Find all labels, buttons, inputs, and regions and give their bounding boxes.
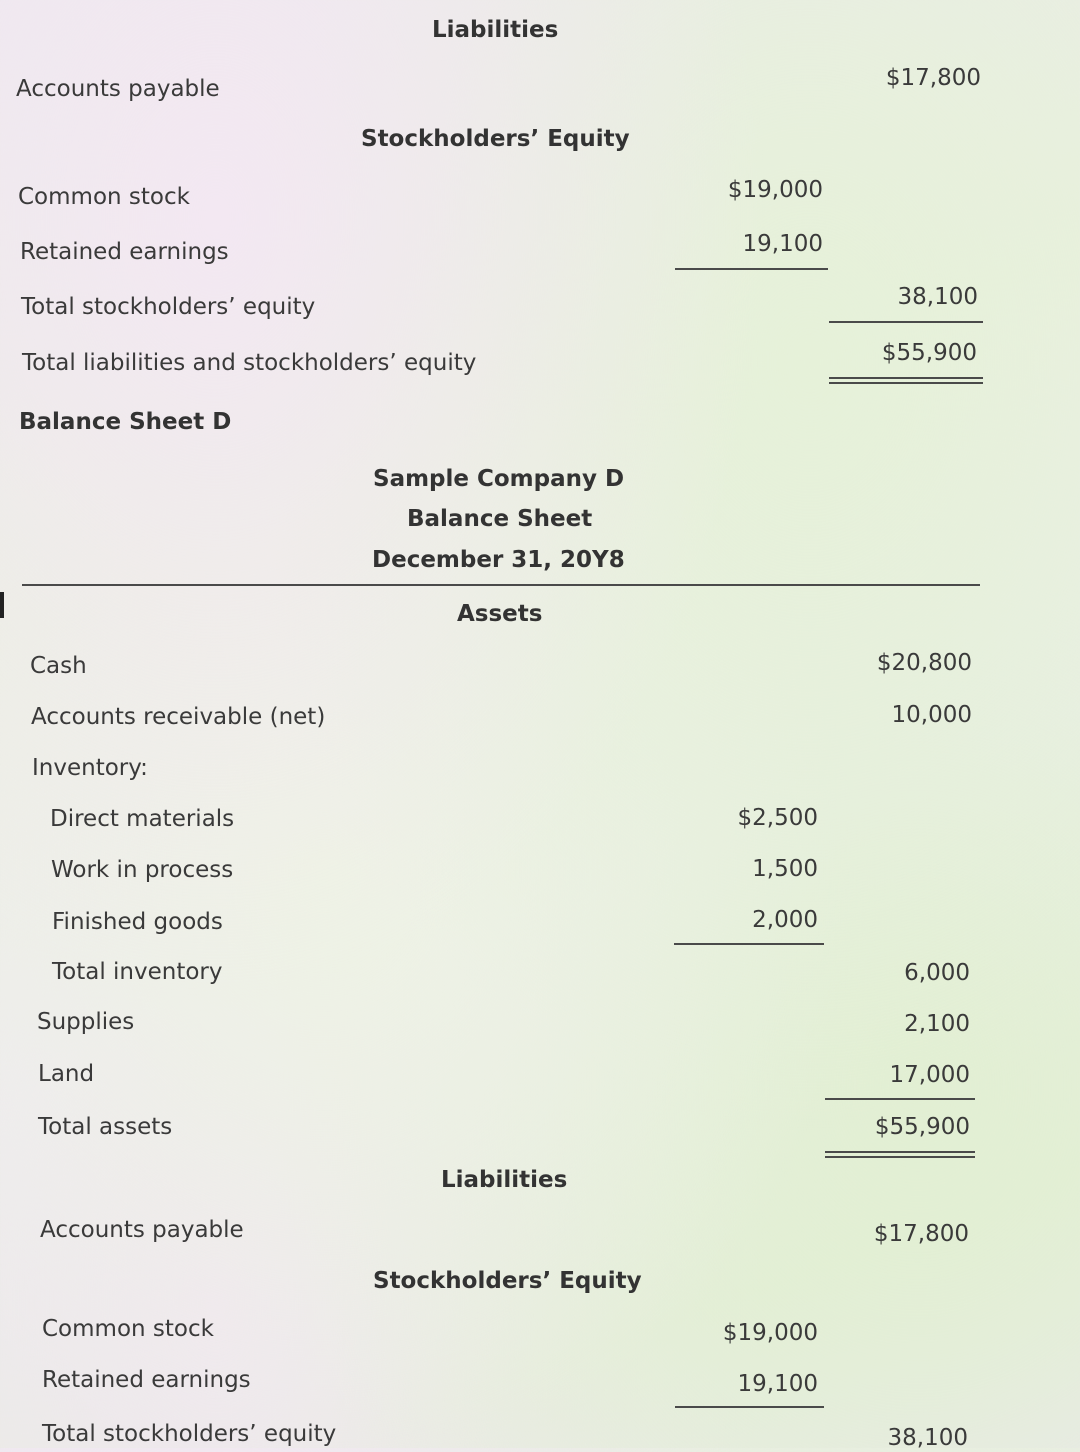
- finished-goods-value: 2,000: [752, 907, 818, 933]
- direct-materials-label: Direct materials: [50, 806, 235, 832]
- total-equity-value-partial: 38,100: [887, 1425, 968, 1451]
- accounts-receivable-label: Accounts receivable (net): [31, 704, 326, 730]
- work-in-process-label: Work in process: [51, 857, 234, 883]
- total-equity-label-partial: Total stockholders’ equity: [42, 1421, 337, 1447]
- supplies-label: Supplies: [37, 1009, 135, 1035]
- grand-total-double-rule: [829, 377, 983, 384]
- assets-subtotal-rule: [825, 1098, 975, 1100]
- accounts-receivable-value: 10,000: [891, 702, 972, 728]
- accounts-payable-value: $17,800: [885, 65, 981, 91]
- retained-earnings-label-d: Retained earnings: [42, 1367, 251, 1393]
- equity-header: Stockholders’ Equity: [361, 126, 630, 152]
- common-stock-label-d: Common stock: [42, 1316, 214, 1342]
- total-rule: [829, 321, 983, 323]
- accounts-payable-label-d: Accounts payable: [40, 1217, 244, 1243]
- edge-marker: [0, 592, 4, 618]
- assets-header: Assets: [457, 601, 543, 627]
- inventory-subtotal-rule: [674, 943, 824, 945]
- cash-value: $20,800: [876, 650, 972, 676]
- supplies-value: 2,100: [904, 1011, 970, 1037]
- retained-earnings-value: 19,100: [742, 231, 823, 257]
- retained-earnings-label: Retained earnings: [20, 239, 229, 265]
- total-assets-label: Total assets: [38, 1114, 173, 1140]
- total-equity-value: 38,100: [897, 284, 978, 310]
- total-liab-equity-value: $55,900: [881, 340, 977, 366]
- total-assets-value: $55,900: [874, 1114, 970, 1140]
- common-stock-label: Common stock: [18, 184, 190, 210]
- header-divider: [22, 584, 980, 586]
- company-name: Sample Company D: [373, 466, 625, 492]
- subtotal-rule: [675, 268, 828, 270]
- statement-date: December 31, 20Y8: [372, 547, 625, 573]
- land-value: 17,000: [889, 1062, 970, 1088]
- section-title: Balance Sheet D: [19, 409, 232, 435]
- land-label: Land: [38, 1061, 95, 1087]
- work-in-process-value: 1,500: [752, 856, 818, 882]
- liabilities-header-d: Liabilities: [441, 1167, 568, 1193]
- equity-subtotal-rule-d: [675, 1406, 824, 1408]
- finished-goods-label: Finished goods: [52, 909, 223, 935]
- direct-materials-value: $2,500: [737, 805, 818, 831]
- total-inventory-value: 6,000: [904, 960, 970, 986]
- common-stock-value: $19,000: [727, 177, 823, 203]
- common-stock-value-d: $19,000: [722, 1320, 818, 1346]
- liabilities-header: Liabilities: [432, 17, 559, 43]
- accounts-payable-label: Accounts payable: [16, 76, 220, 102]
- total-inventory-label: Total inventory: [52, 959, 223, 985]
- accounts-payable-value-d: $17,800: [873, 1221, 969, 1247]
- statement-name: Balance Sheet: [407, 506, 593, 532]
- total-liab-equity-label: Total liabilities and stockholders’ equity: [22, 350, 477, 376]
- retained-earnings-value-d: 19,100: [737, 1371, 818, 1397]
- total-assets-double-rule: [825, 1151, 975, 1158]
- cash-label: Cash: [30, 653, 87, 679]
- inventory-label: Inventory:: [32, 755, 148, 781]
- total-equity-label: Total stockholders’ equity: [21, 294, 316, 320]
- equity-header-d: Stockholders’ Equity: [373, 1268, 642, 1294]
